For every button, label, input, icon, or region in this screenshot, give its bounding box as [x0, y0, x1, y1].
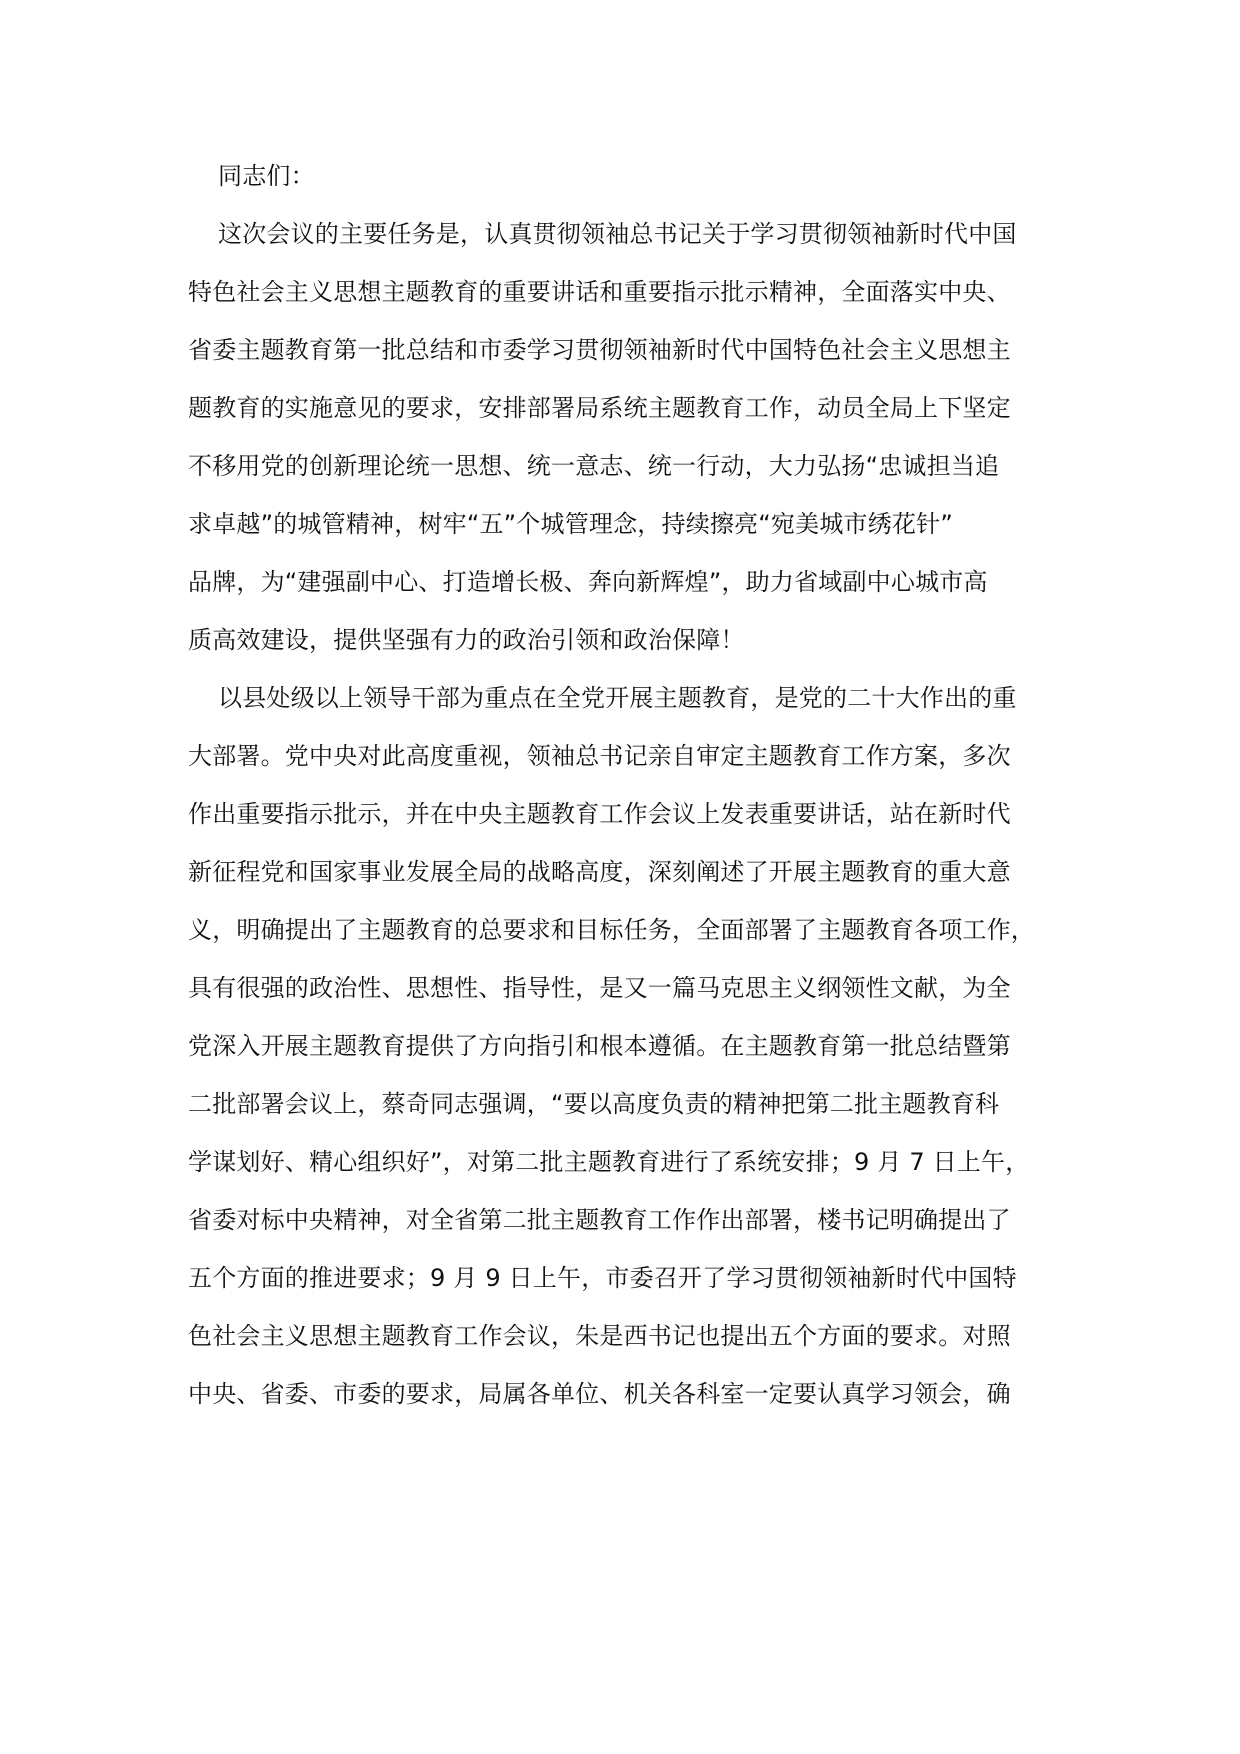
paragraph-2-line-9: 学谋划好、精心组织好”，对第二批主题教育进行了系统安排；9 月 7 日上午，	[188, 1148, 1030, 1176]
paragraph-1-line-1: 这次会议的主要任务是，认真贯彻领袖总书记关于学习贯彻领袖新时代中国	[218, 220, 1017, 248]
paragraph-2-line-2: 大部署。党中央对此高度重视，领袖总书记亲自审定主题教育工作方案，多次	[188, 742, 1011, 770]
paragraph-1-line-6: 求卓越”的城管精神，树牢“五”个城管理念，持续擦亮“宛美城市绣花针”	[188, 510, 953, 538]
paragraph-2-line-3: 作出重要指示批示，并在中央主题教育工作会议上发表重要讲话，站在新时代	[188, 800, 1011, 828]
paragraph-1-line-2: 特色社会主义思想主题教育的重要讲话和重要指示批示精神，全面落实中央、	[188, 278, 1011, 306]
paragraph-1-line-3: 省委主题教育第一批总结和市委学习贯彻领袖新时代中国特色社会主义思想主	[188, 336, 1011, 364]
paragraph-1-line-4: 题教育的实施意见的要求，安排部署局系统主题教育工作，动员全局上下坚定	[188, 394, 1011, 422]
paragraph-2-line-10: 省委对标中央精神，对全省第二批主题教育工作作出部署，楼书记明确提出了	[188, 1206, 1011, 1234]
paragraph-2-line-13: 中央、省委、市委的要求，局属各单位、机关各科室一定要认真学习领会，确	[188, 1380, 1011, 1408]
paragraph-1-line-5: 不移用党的创新理论统一思想、统一意志、统一行动，大力弘扬“忠诚担当追	[188, 452, 1000, 480]
salutation: 同志们：	[218, 162, 315, 190]
paragraph-2-line-8: 二批部署会议上，蔡奇同志强调，“要以高度负责的精神把第二批主题教育科	[188, 1090, 1000, 1118]
paragraph-2-line-6: 具有很强的政治性、思想性、指导性，是又一篇马克思主义纲领性文献，为全	[188, 974, 1011, 1002]
paragraph-2-line-4: 新征程党和国家事业发展全局的战略高度，深刻阐述了开展主题教育的重大意	[188, 858, 1011, 886]
paragraph-2-line-12: 色社会主义思想主题教育工作会议，朱是西书记也提出五个方面的要求。对照	[188, 1322, 1011, 1350]
paragraph-1-line-7: 品牌，为“建强副中心、打造增长极、奔向新辉煌”，助力省域副中心城市高	[188, 568, 988, 596]
paragraph-2-line-1: 以县处级以上领导干部为重点在全党开展主题教育，是党的二十大作出的重	[218, 684, 1017, 712]
paragraph-2-line-5: 义，明确提出了主题教育的总要求和目标任务，全面部署了主题教育各项工作，	[188, 916, 1035, 944]
paragraph-2-line-11: 五个方面的推进要求；9 月 9 日上午，市委召开了学习贯彻领袖新时代中国特	[188, 1264, 1017, 1292]
paragraph-1-line-8: 质高效建设，提供坚强有力的政治引领和政治保障！	[188, 626, 745, 654]
paragraph-2-line-7: 党深入开展主题教育提供了方向指引和根本遵循。在主题教育第一批总结暨第	[188, 1032, 1011, 1060]
